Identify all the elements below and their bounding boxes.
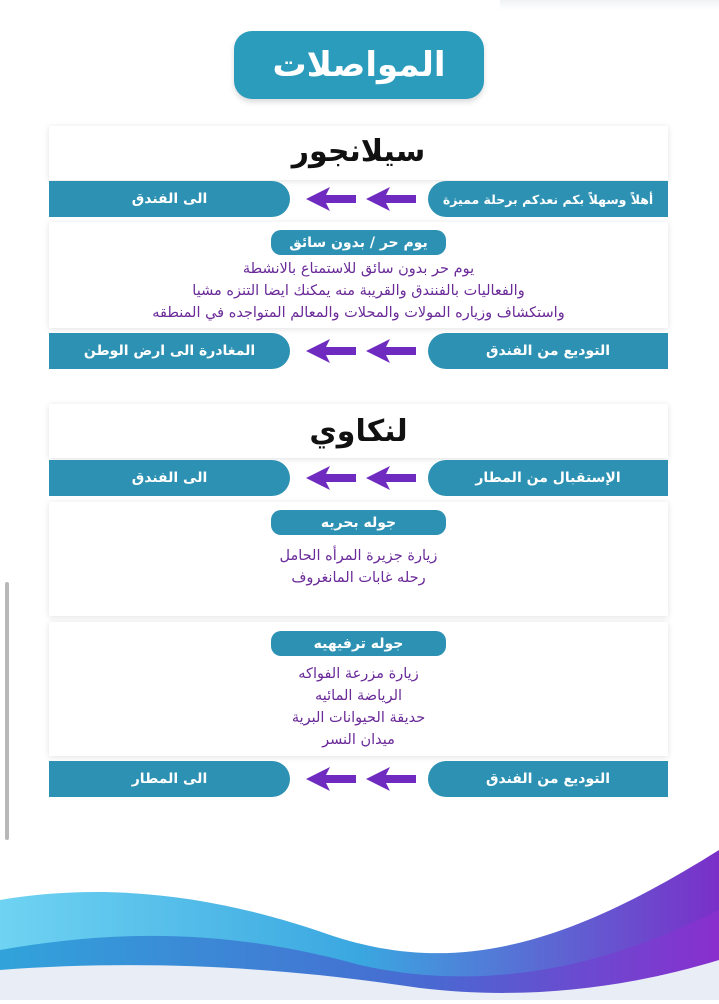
wave-decoration — [0, 840, 719, 1000]
top-shade — [500, 0, 719, 10]
s1-day-line-3: واستكشاف وزياره المولات والمحلات والمعالم المتواجده في المنطقه — [152, 305, 565, 321]
s2-row1-right-bar: الإستقبال من المطار — [428, 460, 668, 496]
scrollbar[interactable] — [5, 582, 9, 840]
s1-day-line-2: والفعاليات بالفنندق والقريبة منه يمكنك ايضا التنزه مشيا — [192, 283, 525, 299]
double-arrow-left-icon — [302, 462, 420, 494]
s2-tour2-line-1: زيارة مزرعة الفواكه — [298, 666, 419, 682]
s2-tour2-label: جوله ترفيهيه — [271, 631, 446, 656]
s1-row2-right-bar: التوديع من الفندق — [428, 333, 668, 369]
s2-row2-right-bar: التوديع من الفندق — [428, 761, 668, 797]
s2-tour1-line-2: رحله غابات المانغروف — [291, 570, 426, 586]
city-title-langkawi: لنكاوي — [309, 414, 408, 449]
page-title: المواصلات — [234, 31, 484, 99]
s2-tour1-label: جوله بحريه — [271, 510, 446, 535]
double-arrow-left-icon — [302, 335, 420, 367]
s2-row2-left-bar: الى المطار — [49, 761, 290, 797]
s1-row1-right-bar: أهلاً وسهلاً بكم نعدكم برحلة مميزة — [428, 181, 668, 217]
s2-row1-left-bar: الى الفندق — [49, 460, 290, 496]
s2-tour2-line-3: حديقة الحيوانات البرية — [291, 710, 426, 726]
s1-day-line-1: يوم حر بدون سائق للاستمتاع بالانشطة — [242, 261, 475, 277]
double-arrow-left-icon — [302, 183, 420, 215]
double-arrow-left-icon — [302, 763, 420, 795]
s2-tour2-line-2: الرياضة المائيه — [314, 688, 403, 704]
s2-tour2-line-4: ميدان النسر — [322, 732, 395, 748]
s1-row2-left-bar: المغادرة الى ارض الوطن — [49, 333, 290, 369]
s2-tour1-line-1: زيارة جزيرة المرأه الحامل — [279, 548, 438, 564]
city-title-selangor: سيلانجور — [291, 134, 426, 169]
s1-row1-left-bar: الى الفندق — [49, 181, 290, 217]
s1-day-label: يوم حر / بدون سائق — [271, 230, 446, 255]
